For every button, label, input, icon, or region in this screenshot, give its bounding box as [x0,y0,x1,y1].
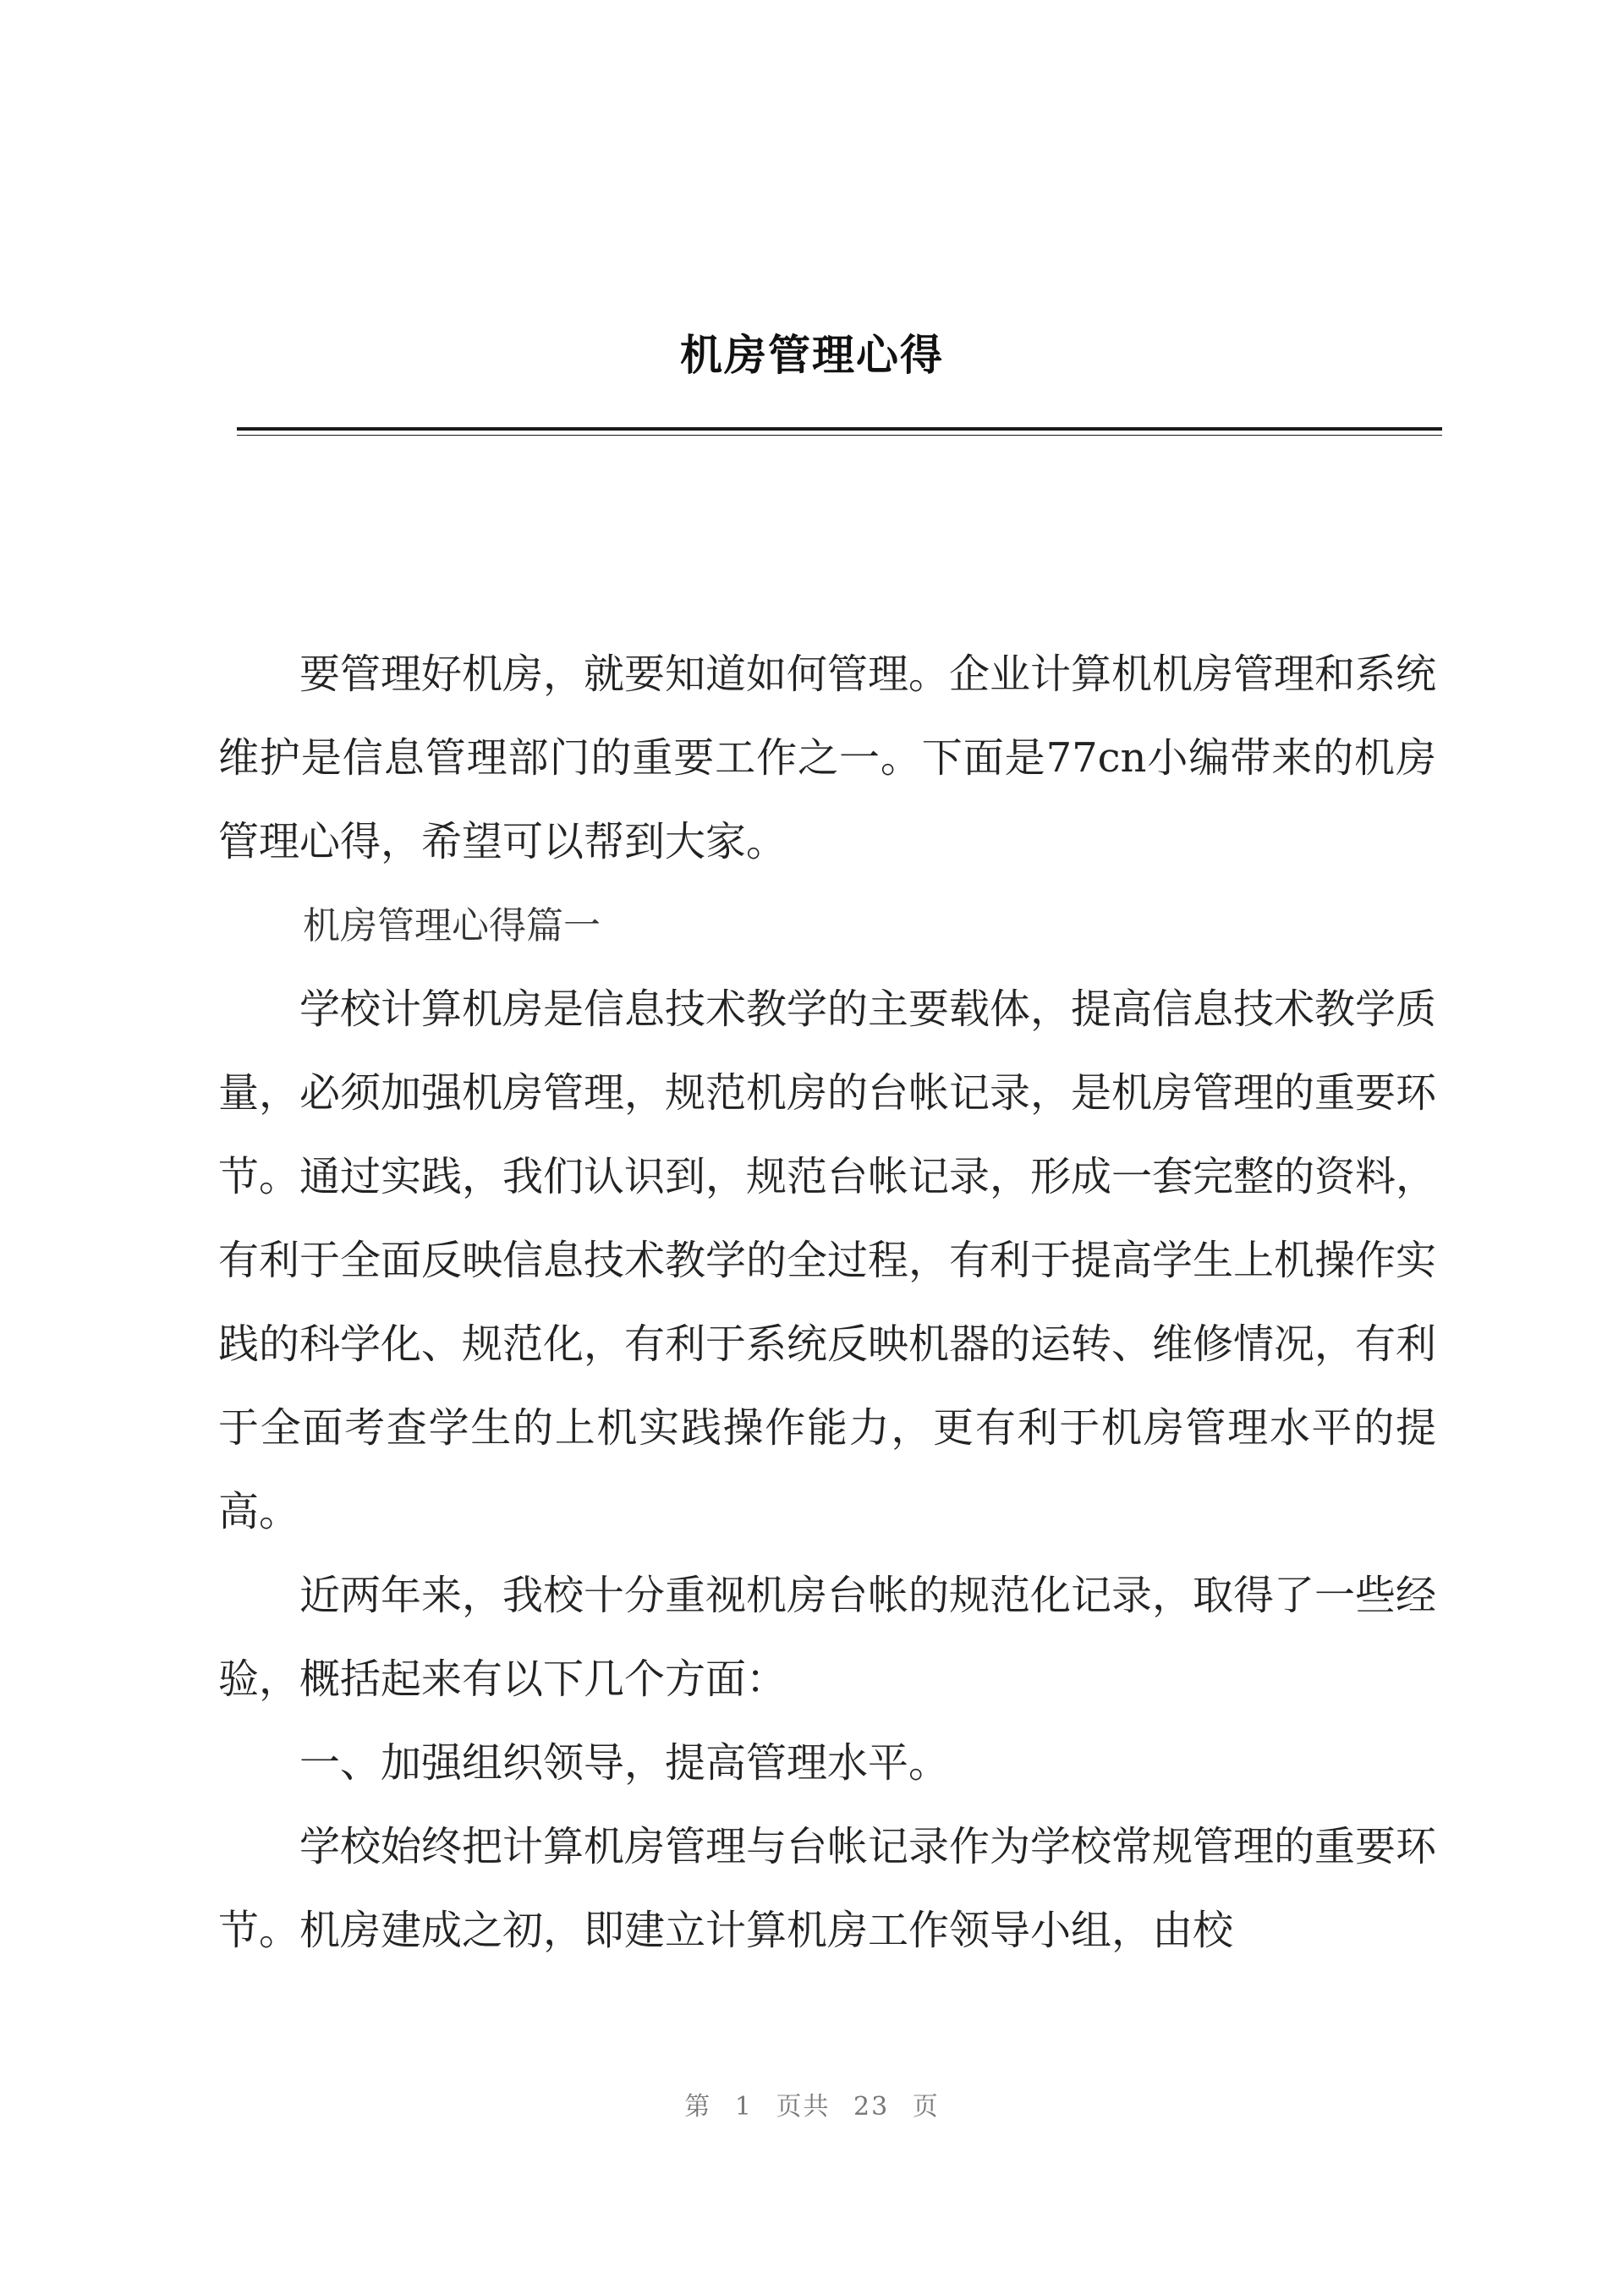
subheading-paragraph: 一、加强组织领导，提高管理水平。 [299,1739,950,1787]
body-paragraph: 近两年来，我校十分重视机房台帐的规范化记录，取得了一些经验，概括起来有以下几个方面： [218,1572,1437,1703]
title-rule-thick [237,427,1442,431]
document-title: 机房管理心得 [680,330,944,380]
page-footer: 第 1 页共 23 页 [684,2092,940,2122]
section-heading: 机房管理心得篇一 [303,904,601,947]
body-paragraph: 学校计算机房是信息技术教学的主要载体，提高信息技术教学质量，必须加强机房管理，规范机房的台帐记录，是机房管理的重要环节。通过实践，我们认识到，规范台帐记录，形成一套完整的资料，有利于全面反映信息技术教学的全过程，有利于提高学生上机操作实践的科学化、规范化，有利于系统反映机器的运转、维修情况，有利于全面考查学生的上机实践操作能力，更有利于机房管理水平的提高。 [218,986,1437,1535]
title-rule-thin [237,435,1442,436]
document-body [218,633,1436,1973]
body-paragraph: 学校始终把计算机房管理与台帐记录作为学校常规管理的重要环节。机房建成之初，即建立计算机房工作领导小组，由校 [218,1823,1437,1954]
intro-paragraph: 要管理好机房，就要知道如何管理。企业计算机机房管理和系统维护是信息管理部门的重要工作之一。下面是77cn小编带来的机房管理心得，希望可以帮到大家。 [218,651,1437,865]
